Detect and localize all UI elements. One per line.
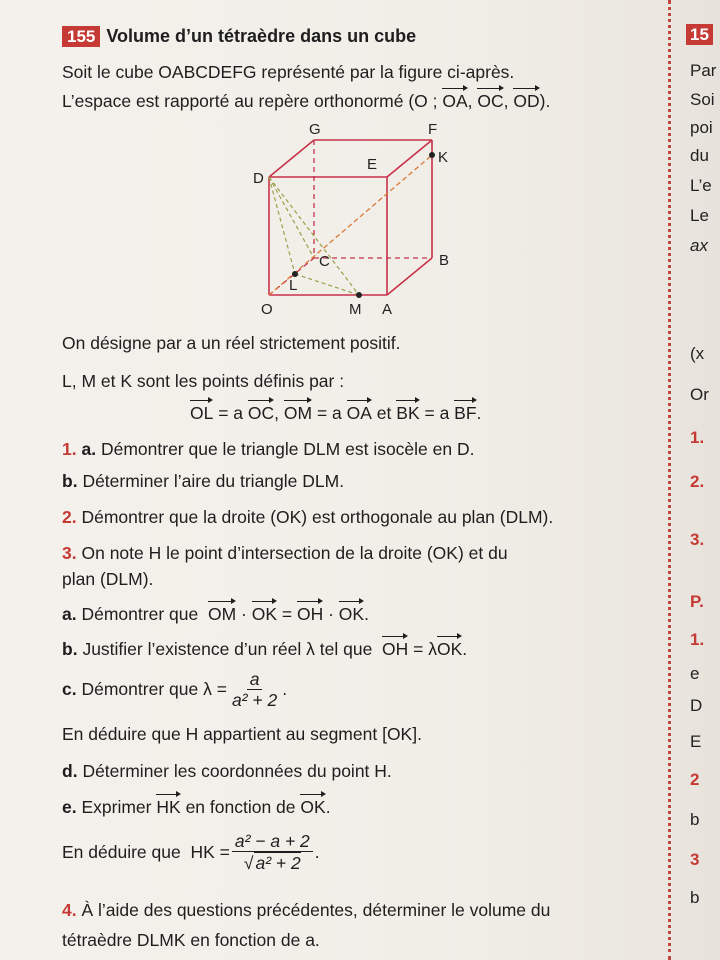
q4-number: 4. [62,900,77,920]
edge-ab [387,258,432,295]
right-column-fragment: b [690,810,700,829]
right-column-fragment: E [690,732,702,751]
hk-denominator: √ a² + 2 [243,853,301,873]
points-definition: L, M et K sont les points définis par : [62,371,345,391]
q3d-letter: d. [62,761,78,781]
right-column-fragment: (x [690,344,705,363]
question-4-line-1 [62,899,550,921]
vector-oc: OC [477,91,504,111]
next-exercise-badge: 15 [686,24,713,45]
q3e-letter: e. [62,797,77,817]
intro-line-2: L’espace est rapporté au repère orthonormé (O ; OA, OC, OD). [62,91,551,111]
vector-ok-q3a-2: OK [338,604,365,624]
question-3e [62,796,331,818]
q3a-end: . [364,604,369,624]
label-e: E [367,156,378,173]
q3b-letter: b. [62,639,78,659]
segment-dl [269,177,295,274]
label-b: B [439,252,450,269]
right-column-fragment: 2. [690,472,705,491]
dot-1: · [236,604,252,624]
exercise-title: Volume d’un tétraèdre dans un cube [106,26,417,46]
label-g: G [309,121,321,138]
eq-lambda: = λ [408,639,437,659]
q3a-text: Démontrer que [81,604,199,624]
label-a: A [382,301,393,318]
edge-dg [269,140,314,177]
point-k [429,152,435,158]
vector-oa-def: OA [346,403,372,423]
q3a-letter: a. [62,604,77,624]
segment-dc [269,177,314,258]
lambda-fraction [229,669,280,710]
q3c-letter: c. [62,679,77,699]
vector-ol: OL [190,403,214,423]
q3e-deduce-text: En déduire que [62,842,181,862]
vector-bk: BK [396,403,420,423]
vector-oh-q3b: OH [382,639,409,659]
label-d: D [253,170,264,187]
q3b-text: Justifier l’existence d’un réel λ tel que [82,639,373,659]
def-end: . [476,403,482,423]
question-4-line-2: tétraèdre DLMK en fonction de a. [62,930,320,950]
exercise-header [62,25,416,47]
lambda-denominator: a² + 2 [231,689,278,710]
label-f: F [428,121,438,138]
q1b-letter: b. [62,471,78,491]
and-word: et [371,403,397,423]
parameter-text: On désigne par a un réel strictement positif. [62,333,401,353]
q3e-mid: en fonction de [185,797,296,817]
intro-line-1: Soit le cube OABCDEFG représenté par la figure ci-après. [62,62,515,82]
q3e-end2: . [314,842,320,862]
right-column-fragment: L’e [690,176,712,195]
right-column-fragment: Le [690,206,709,225]
question-3-line-1 [62,542,508,564]
question-3b [62,638,467,660]
right-column-fragment: 1. [690,428,705,447]
segment-lm [295,274,359,295]
question-3c [62,666,287,712]
right-column-fragment: D [690,696,703,715]
vector-hk: HK [156,797,181,817]
label-m: M [349,301,362,318]
q1-number: 1. [62,439,77,459]
q1a-letter: a. [81,439,97,459]
vector-om-q3a: OM [207,604,237,624]
q3-number: 3. [62,543,77,563]
q3e-end: . [325,797,331,817]
q2-number: 2. [62,507,77,527]
intro-suffix: ). [539,91,551,111]
q3d-text: Déterminer les coordonnées du point H. [82,761,392,781]
label-l: L [289,277,298,294]
question-3e-deduce [62,826,320,878]
dot-2: · [323,604,339,624]
q3c-end: . [282,679,288,699]
eq-3: = a [419,403,455,423]
intro-prefix: L’espace est rapporté au repère orthonormé (O ; [62,91,443,111]
column-divider [668,0,671,960]
question-3d [62,760,392,782]
right-column-fragment: 1. [690,630,705,649]
question-3c-deduce: En déduire que H appartient au segment [OK]. [62,724,422,744]
point-m [356,292,362,298]
right-column-fragment: e [690,664,700,683]
vector-ok-q3b: OK [437,639,463,659]
q3-text-1: On note H le point d’intersection de la droite (OK) et du [81,543,508,563]
right-column-fragment: P. [690,592,704,611]
vector-od: OD [513,91,540,111]
edge-ef [387,140,432,177]
right-column-fragment: Or [690,385,709,404]
right-column-fragment: 2 [690,770,700,789]
q2-text: Démontrer que la droite (OK) est orthogonale au plan (DLM). [81,507,554,527]
vector-oc-def: OC [247,403,275,423]
eq-q3a: = [277,604,297,624]
lambda-eq: λ = [203,679,227,699]
label-o: O [261,301,273,318]
question-3a [62,603,369,625]
vector-oa: OA [442,91,468,111]
q3e-pre: Exprimer [81,797,152,817]
right-column-fragment: poi [690,118,713,137]
vector-ok-q3e: OK [300,797,326,817]
label-c: C [319,253,330,270]
vector-ok-q3a-1: OK [251,604,278,624]
q4-text-1: À l’aide des questions précédentes, déterminer le volume du [81,900,551,920]
hk-eq: HK = [190,842,230,862]
question-1b [62,470,344,492]
cube-figure [247,118,467,323]
q3b-end: . [462,639,468,659]
question-3-line-2: plan (DLM). [62,569,154,589]
vector-om: OM [283,403,313,423]
right-column-fragment: du [690,146,709,165]
right-column-fragment: 3. [690,530,705,549]
right-column-fragment: Soi [690,90,715,109]
q3c-text: Démontrer que [81,679,199,699]
eq-2: = a [312,403,347,423]
vector-oh-q3a: OH [296,604,324,624]
hk-numerator: a² − a + 2 [232,831,313,852]
q1a-text: Démontrer que le triangle DLM est isocèle en D. [100,439,475,459]
hk-fraction [232,831,313,873]
sep-1: , [274,403,284,423]
question-2 [62,506,553,528]
exercise-number: 155 [62,26,100,47]
hk-sqrt-content: a² + 2 [255,853,301,873]
label-k: K [438,149,449,166]
question-1a [62,438,474,460]
right-column-fragment: Par [690,61,717,80]
right-column-fragment: b [690,888,700,907]
q1b-text: Déterminer l’aire du triangle DLM. [82,471,345,491]
right-column-fragment: ax [690,236,708,255]
vector-definitions [190,402,481,424]
vector-bf: BF [454,403,477,423]
lambda-numerator: a [247,669,263,690]
right-column-fragment: 3 [690,850,700,869]
eq-1: = a [213,403,248,423]
